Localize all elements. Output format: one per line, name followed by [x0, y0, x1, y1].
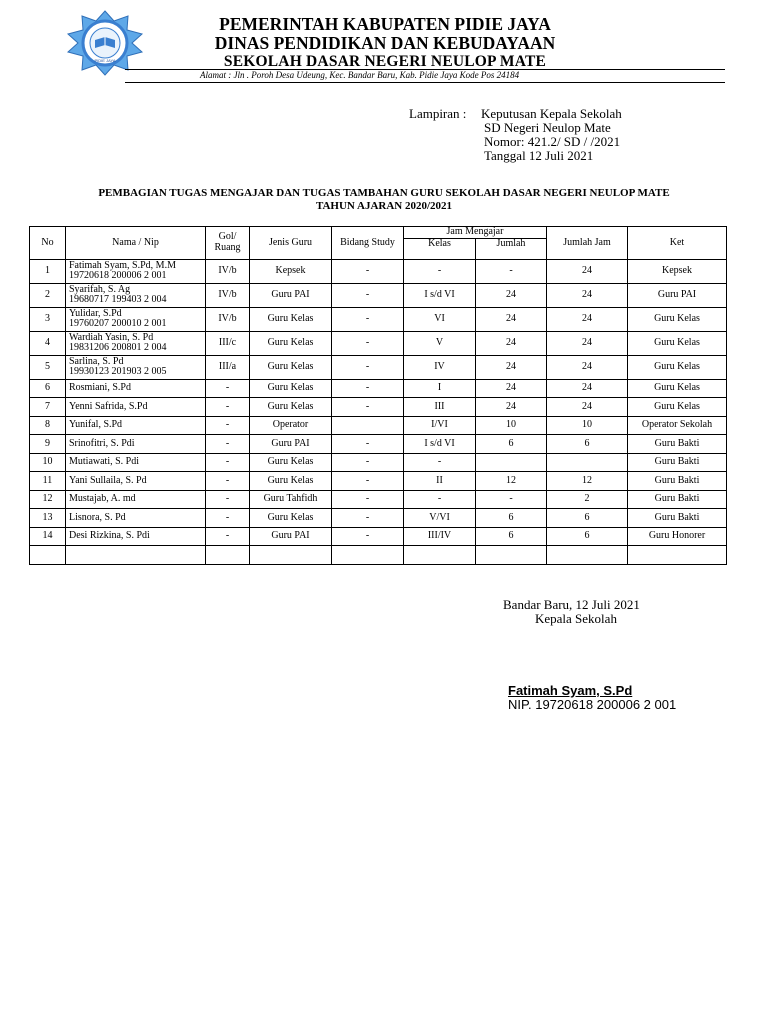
cell-jam — [547, 453, 628, 472]
cell-empty — [206, 546, 250, 565]
cell-jumlah: 24 — [476, 355, 547, 379]
guru-nama: Sarlina, S. Pd — [69, 355, 124, 367]
cell-kelas: I/VI — [404, 416, 476, 435]
table-row — [30, 435, 727, 454]
guru-nama: Mutiawati, S. Pdi — [69, 456, 140, 467]
cell-nama — [66, 509, 206, 528]
guru-nip: 19760207 200010 2 001 — [69, 318, 167, 329]
cell-ket: Guru Bakti — [628, 490, 727, 509]
table-row — [30, 527, 727, 546]
cell-bidang: - — [332, 453, 404, 472]
cell-gol: - — [206, 527, 250, 546]
cell-kelas: - — [404, 453, 476, 472]
guru-nama: Yunifal, S.Pd — [69, 419, 123, 430]
cell-jenis: Guru Kelas — [250, 355, 332, 379]
cell-empty — [404, 546, 476, 565]
cell-jam: 24 — [547, 331, 628, 355]
cell-bidang: - — [332, 379, 404, 398]
cell-empty — [66, 546, 206, 565]
header-ket: Ket — [628, 227, 727, 260]
table-row — [30, 472, 727, 491]
cell-jam: 24 — [547, 398, 628, 417]
cell-gol: IV/b — [206, 259, 250, 283]
guru-nama: Mustajab, A. md — [69, 493, 136, 504]
cell-jam: 24 — [547, 307, 628, 331]
header-bidang: Bidang Study — [332, 227, 404, 260]
cell-jenis: Guru Kelas — [250, 453, 332, 472]
lampiran-nomor: Nomor: 421.2/ SD / /2021 — [484, 134, 621, 149]
cell-kelas: - — [404, 259, 476, 283]
cell-ket: Guru Bakti — [628, 435, 727, 454]
document-title: PEMBAGIAN TUGAS MENGAJAR DAN TUGAS TAMBAHAN GURU SEKOLAH DASAR NEGERI NEULOP MATE — [98, 187, 670, 199]
cell-nama — [66, 259, 206, 283]
guru-nip: 19680717 199403 2 004 — [69, 294, 167, 305]
cell-gol: IV/b — [206, 307, 250, 331]
lampiran-line1: Keputusan Kepala Sekolah — [481, 106, 622, 121]
cell-kelas: II — [404, 472, 476, 491]
emblem-ring-text: PIDIE JAYA — [94, 58, 116, 63]
cell-kelas: VI — [404, 307, 476, 331]
lampiran-tanggal: Tanggal 12 Juli 2021 — [484, 148, 594, 163]
header-no: No — [30, 227, 66, 260]
guru-nama: Yani Sullaila, S. Pd — [69, 474, 147, 486]
cell-jenis: Guru Kelas — [250, 509, 332, 528]
header-gol: Gol/ Ruang — [206, 227, 250, 260]
cell-ket: Guru Bakti — [628, 509, 727, 528]
cell-kelas: V — [404, 331, 476, 355]
kop-dinas: DINAS PENDIDIKAN DAN KEBUDAYAAN — [214, 33, 556, 53]
cell-gol: - — [206, 509, 250, 528]
cell-jam: 6 — [547, 435, 628, 454]
table-row — [30, 416, 727, 435]
document-subtitle: TAHUN AJARAN 2020/2021 — [315, 200, 453, 212]
school-emblem-icon — [60, 10, 150, 76]
cell-jumlah: 24 — [476, 398, 547, 417]
cell-no: 4 — [30, 331, 66, 355]
lampiran-label: Lampiran : — [409, 106, 467, 121]
cell-jenis: Operator — [250, 416, 332, 435]
cell-bidang: - — [332, 307, 404, 331]
cell-ket: Guru Kelas — [628, 379, 727, 398]
cell-empty — [30, 546, 66, 565]
kop-divider-bottom — [125, 82, 725, 83]
guru-nama: Desi Rizkina, S. Pdi — [69, 530, 150, 541]
cell-bidang: - — [332, 527, 404, 546]
cell-no: 6 — [30, 379, 66, 398]
cell-jumlah: - — [476, 490, 547, 509]
cell-bidang: - — [332, 435, 404, 454]
cell-kelas: III/IV — [404, 527, 476, 546]
cell-no: 11 — [30, 472, 66, 491]
guru-nip: 19720618 200006 2 001 — [69, 270, 167, 281]
cell-bidang: - — [332, 331, 404, 355]
cell-jumlah — [476, 453, 547, 472]
cell-jam: 24 — [547, 259, 628, 283]
cell-jumlah: 24 — [476, 379, 547, 398]
table-row — [30, 398, 727, 417]
cell-jam: 10 — [547, 416, 628, 435]
cell-jam: 6 — [547, 527, 628, 546]
cell-nama — [66, 398, 206, 417]
cell-jam: 24 — [547, 355, 628, 379]
cell-nama — [66, 307, 206, 331]
table-row-empty — [30, 546, 727, 565]
guru-nip: 19831206 200801 2 004 — [69, 342, 167, 353]
cell-jumlah: 6 — [476, 509, 547, 528]
cell-jam: 2 — [547, 490, 628, 509]
cell-nama — [66, 283, 206, 307]
cell-bidang: - — [332, 259, 404, 283]
lampiran-line2: SD Negeri Neulop Mate — [484, 120, 611, 135]
cell-empty — [628, 546, 727, 565]
cell-jumlah: 6 — [476, 527, 547, 546]
cell-ket: Guru Kelas — [628, 331, 727, 355]
table-row — [30, 355, 727, 379]
cell-ket: Guru Kelas — [628, 307, 727, 331]
header-jenis: Jenis Guru — [250, 227, 332, 260]
cell-jumlah: 24 — [476, 283, 547, 307]
cell-kelas: III — [404, 398, 476, 417]
table-row — [30, 259, 727, 283]
cell-nama — [66, 490, 206, 509]
cell-gol: - — [206, 379, 250, 398]
table-row — [30, 331, 727, 355]
kop-sekolah: SEKOLAH DASAR NEGERI NEULOP MATE — [223, 53, 547, 70]
cell-empty — [250, 546, 332, 565]
guru-nip: 19930123 201903 2 005 — [69, 366, 167, 377]
kop-alamat: Alamat : Jln . Poroh Desa Udeung, Kec. Bandar Baru, Kab. Pidie Jaya Kode Pos 24184 — [200, 70, 520, 80]
cell-no: 9 — [30, 435, 66, 454]
cell-bidang: - — [332, 509, 404, 528]
cell-nama — [66, 435, 206, 454]
cell-jumlah: 10 — [476, 416, 547, 435]
guru-nama: Fatimah Syam, S.Pd, M.M — [69, 259, 176, 271]
cell-bidang: - — [332, 490, 404, 509]
table-row — [30, 283, 727, 307]
cell-jumlah: - — [476, 259, 547, 283]
cell-no: 10 — [30, 453, 66, 472]
table-row — [30, 307, 727, 331]
cell-jumlah: 24 — [476, 307, 547, 331]
cell-bidang: - — [332, 283, 404, 307]
cell-bidang: - — [332, 472, 404, 491]
cell-no: 14 — [30, 527, 66, 546]
tugas-table-body — [30, 259, 727, 564]
cell-jenis: Guru PAI — [250, 435, 332, 454]
table-row — [30, 490, 727, 509]
cell-ket: Guru Kelas — [628, 398, 727, 417]
cell-empty — [476, 546, 547, 565]
cell-ket: Guru Bakti — [628, 453, 727, 472]
cell-jam: 12 — [547, 472, 628, 491]
guru-nama: Yenni Safrida, S.Pd — [69, 400, 148, 412]
cell-no: 12 — [30, 490, 66, 509]
ttd-nama: Fatimah Syam, S.Pd — [508, 683, 633, 698]
cell-gol: III/c — [206, 331, 250, 355]
cell-ket: Operator Sekolah — [628, 416, 727, 435]
header-jumlah: Jumlah — [476, 238, 547, 259]
cell-no: 8 — [30, 416, 66, 435]
cell-kelas: - — [404, 490, 476, 509]
cell-gol: - — [206, 453, 250, 472]
cell-kelas: IV — [404, 355, 476, 379]
cell-no: 3 — [30, 307, 66, 331]
guru-nama: Syarifah, S. Ag — [69, 283, 131, 295]
cell-nama — [66, 331, 206, 355]
cell-jenis: Guru PAI — [250, 283, 332, 307]
cell-ket: Guru Kelas — [628, 355, 727, 379]
cell-nama — [66, 416, 206, 435]
cell-bidang — [332, 416, 404, 435]
cell-kelas: I — [404, 379, 476, 398]
cell-gol: - — [206, 416, 250, 435]
tugas-table — [29, 226, 727, 565]
guru-nama: Yulidar, S.Pd — [69, 307, 122, 319]
guru-nama: Rosmiani, S.Pd — [69, 382, 131, 393]
ttd-nip: NIP. 19720618 200006 2 001 — [508, 697, 677, 712]
cell-nama — [66, 527, 206, 546]
cell-jam: 6 — [547, 509, 628, 528]
cell-nama — [66, 453, 206, 472]
guru-nama: Srinofitri, S. Pdi — [69, 437, 135, 449]
cell-jenis: Guru PAI — [250, 527, 332, 546]
cell-jumlah: 12 — [476, 472, 547, 491]
cell-ket: Kepsek — [628, 259, 727, 283]
kop-pemerintah: PEMERINTAH KABUPATEN PIDIE JAYA — [219, 14, 551, 34]
cell-kelas: I s/d VI — [404, 435, 476, 454]
cell-no: 1 — [30, 259, 66, 283]
cell-jam: 24 — [547, 283, 628, 307]
guru-nama: Wardiah Yasin, S. Pd — [69, 331, 154, 343]
cell-jenis: Guru Kelas — [250, 472, 332, 491]
cell-bidang: - — [332, 398, 404, 417]
ttd-jabatan: Kepala Sekolah — [535, 611, 617, 626]
cell-jenis: Guru Tahfidh — [250, 490, 332, 509]
cell-kelas: I s/d VI — [404, 283, 476, 307]
cell-jenis: Guru Kelas — [250, 307, 332, 331]
guru-nama: Lisnora, S. Pd — [69, 511, 126, 523]
cell-jenis: Guru Kelas — [250, 331, 332, 355]
cell-gol: - — [206, 398, 250, 417]
cell-gol: III/a — [206, 355, 250, 379]
cell-bidang: - — [332, 355, 404, 379]
cell-ket: Guru Honorer — [628, 527, 727, 546]
cell-no: 2 — [30, 283, 66, 307]
cell-jumlah: 24 — [476, 331, 547, 355]
cell-gol: - — [206, 490, 250, 509]
cell-ket: Guru PAI — [628, 283, 727, 307]
header-jam-mengajar: Jam Mengajar — [404, 227, 547, 239]
cell-gol: - — [206, 435, 250, 454]
cell-kelas: V/VI — [404, 509, 476, 528]
cell-nama — [66, 379, 206, 398]
cell-jam: 24 — [547, 379, 628, 398]
cell-jumlah: 6 — [476, 435, 547, 454]
cell-empty — [332, 546, 404, 565]
cell-no: 13 — [30, 509, 66, 528]
cell-no: 7 — [30, 398, 66, 417]
table-row — [30, 379, 727, 398]
cell-jenis: Guru Kelas — [250, 398, 332, 417]
header-kelas: Kelas — [404, 238, 476, 259]
ttd-tempat-tanggal: Bandar Baru, 12 Juli 2021 — [503, 597, 640, 612]
cell-no: 5 — [30, 355, 66, 379]
header-nama: Nama / Nip — [66, 227, 206, 260]
cell-jenis: Kepsek — [250, 259, 332, 283]
table-row — [30, 453, 727, 472]
header-jumlah-jam: Jumlah Jam — [547, 227, 628, 260]
cell-ket: Guru Bakti — [628, 472, 727, 491]
table-row — [30, 509, 727, 528]
cell-gol: IV/b — [206, 283, 250, 307]
cell-nama — [66, 355, 206, 379]
cell-gol: - — [206, 472, 250, 491]
cell-nama — [66, 472, 206, 491]
cell-empty — [547, 546, 628, 565]
cell-jenis: Guru Kelas — [250, 379, 332, 398]
